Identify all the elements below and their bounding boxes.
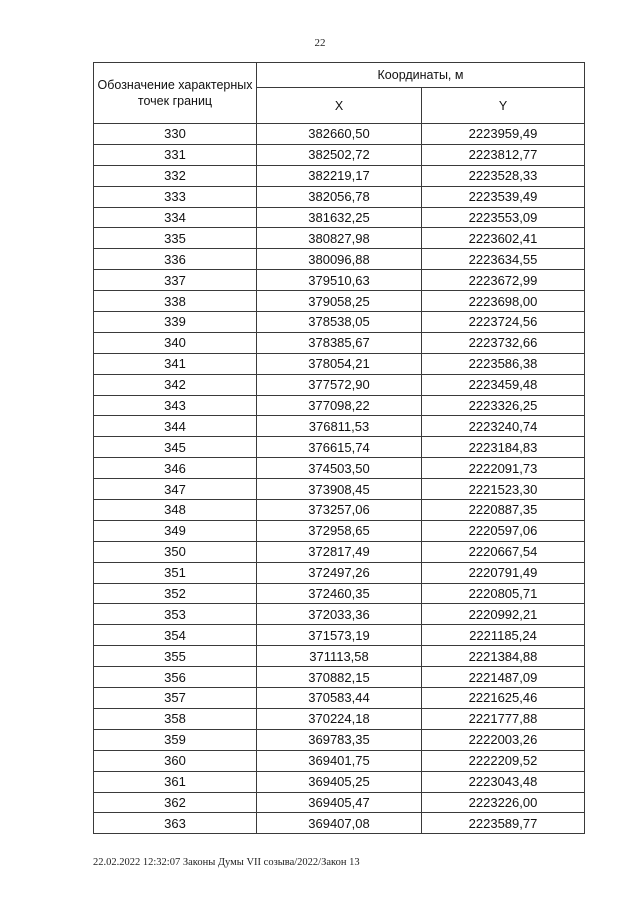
table-row <box>94 416 585 437</box>
x-coordinate-cell: 369405,47 <box>257 792 422 813</box>
y-coordinate-cell: 2222209,52 <box>422 750 585 771</box>
table-row <box>94 729 585 750</box>
x-coordinate-cell: 379510,63 <box>257 270 422 291</box>
y-coordinate-cell: 2223539,49 <box>422 186 585 207</box>
table-row <box>94 291 585 312</box>
x-coordinate-cell: 372958,65 <box>257 520 422 541</box>
y-coordinate-cell: 2222091,73 <box>422 458 585 479</box>
point-number-cell: 363 <box>94 813 257 834</box>
point-number-cell: 356 <box>94 667 257 688</box>
point-number-cell: 343 <box>94 395 257 416</box>
y-coordinate-cell: 2223586,38 <box>422 353 585 374</box>
point-number-cell: 333 <box>94 186 257 207</box>
y-coordinate-cell: 2223672,99 <box>422 270 585 291</box>
point-number-cell: 359 <box>94 729 257 750</box>
y-coordinate-cell: 2221625,46 <box>422 688 585 709</box>
point-number-cell: 351 <box>94 562 257 583</box>
x-coordinate-cell: 369401,75 <box>257 750 422 771</box>
x-coordinate-cell: 369405,25 <box>257 771 422 792</box>
y-coordinate-cell: 2221523,30 <box>422 479 585 500</box>
point-number-cell: 350 <box>94 541 257 562</box>
y-coordinate-cell: 2223602,41 <box>422 228 585 249</box>
x-coordinate-cell: 377098,22 <box>257 395 422 416</box>
y-coordinate-cell: 2220791,49 <box>422 562 585 583</box>
y-coordinate-cell: 2221384,88 <box>422 646 585 667</box>
x-coordinate-cell: 374503,50 <box>257 458 422 479</box>
x-coordinate-cell: 372817,49 <box>257 541 422 562</box>
x-coordinate-cell: 370583,44 <box>257 688 422 709</box>
y-coordinate-cell: 2223240,74 <box>422 416 585 437</box>
x-coordinate-cell: 380096,88 <box>257 249 422 270</box>
point-number-cell: 340 <box>94 332 257 353</box>
y-coordinate-cell: 2220887,35 <box>422 500 585 521</box>
x-coordinate-cell: 370224,18 <box>257 708 422 729</box>
x-coordinate-cell: 382056,78 <box>257 186 422 207</box>
y-coordinate-cell: 2223732,66 <box>422 332 585 353</box>
y-coordinate-cell: 2223459,48 <box>422 374 585 395</box>
y-coordinate-cell: 2223812,77 <box>422 144 585 165</box>
x-coordinate-cell: 369407,08 <box>257 813 422 834</box>
table-row <box>94 667 585 688</box>
table-row <box>94 249 585 270</box>
x-coordinate-cell: 376811,53 <box>257 416 422 437</box>
y-coordinate-cell: 2220597,06 <box>422 520 585 541</box>
table-row <box>94 207 585 228</box>
x-coordinate-cell: 372497,26 <box>257 562 422 583</box>
document-footer: 22.02.2022 12:32:07 Законы Думы VII созыва/2022/Закон 13 <box>93 857 360 868</box>
point-number-cell: 338 <box>94 291 257 312</box>
point-number-cell: 348 <box>94 500 257 521</box>
x-coordinate-cell: 376615,74 <box>257 437 422 458</box>
table-row <box>94 395 585 416</box>
point-number-cell: 354 <box>94 625 257 646</box>
y-coordinate-cell: 2222003,26 <box>422 729 585 750</box>
y-coordinate-cell: 2220805,71 <box>422 583 585 604</box>
x-coordinate-cell: 373257,06 <box>257 500 422 521</box>
point-number-cell: 330 <box>94 124 257 145</box>
table-row <box>94 771 585 792</box>
table-row <box>94 604 585 625</box>
point-number-cell: 357 <box>94 688 257 709</box>
table-row <box>94 646 585 667</box>
point-number-cell: 345 <box>94 437 257 458</box>
x-coordinate-cell: 381632,25 <box>257 207 422 228</box>
y-coordinate-cell: 2221487,09 <box>422 667 585 688</box>
y-coordinate-cell: 2223634,55 <box>422 249 585 270</box>
y-coordinate-cell: 2223184,83 <box>422 437 585 458</box>
table-row <box>94 437 585 458</box>
point-number-cell: 358 <box>94 708 257 729</box>
point-number-cell: 353 <box>94 604 257 625</box>
x-coordinate-cell: 382502,72 <box>257 144 422 165</box>
y-coordinate-cell: 2223528,33 <box>422 165 585 186</box>
point-number-cell: 334 <box>94 207 257 228</box>
x-coordinate-cell: 370882,15 <box>257 667 422 688</box>
point-number-cell: 331 <box>94 144 257 165</box>
x-coordinate-cell: 382219,17 <box>257 165 422 186</box>
table-row <box>94 165 585 186</box>
header-coordinates: Координаты, м <box>257 63 585 88</box>
y-coordinate-cell: 2223226,00 <box>422 792 585 813</box>
point-number-cell: 360 <box>94 750 257 771</box>
x-coordinate-cell: 369783,35 <box>257 729 422 750</box>
x-coordinate-cell: 378538,05 <box>257 312 422 333</box>
table-row <box>94 708 585 729</box>
point-number-cell: 362 <box>94 792 257 813</box>
table-row <box>94 813 585 834</box>
x-coordinate-cell: 380827,98 <box>257 228 422 249</box>
table-row <box>94 500 585 521</box>
x-coordinate-cell: 377572,90 <box>257 374 422 395</box>
y-coordinate-cell: 2223959,49 <box>422 124 585 145</box>
point-number-cell: 346 <box>94 458 257 479</box>
table-row <box>94 520 585 541</box>
page-number: 22 <box>314 37 326 49</box>
table-row <box>94 353 585 374</box>
y-coordinate-cell: 2220992,21 <box>422 604 585 625</box>
y-coordinate-cell: 2220667,54 <box>422 541 585 562</box>
coordinates-table <box>93 62 585 834</box>
table-row <box>94 332 585 353</box>
table-row <box>94 479 585 500</box>
table-row <box>94 186 585 207</box>
y-coordinate-cell: 2221777,88 <box>422 708 585 729</box>
y-coordinate-cell: 2223043,48 <box>422 771 585 792</box>
point-number-cell: 335 <box>94 228 257 249</box>
table-row <box>94 541 585 562</box>
table-row <box>94 374 585 395</box>
point-number-cell: 336 <box>94 249 257 270</box>
table-row <box>94 144 585 165</box>
y-coordinate-cell: 2223698,00 <box>422 291 585 312</box>
point-number-cell: 332 <box>94 165 257 186</box>
table-row <box>94 625 585 646</box>
point-number-cell: 341 <box>94 353 257 374</box>
point-number-cell: 355 <box>94 646 257 667</box>
x-coordinate-cell: 382660,50 <box>257 124 422 145</box>
point-number-cell: 344 <box>94 416 257 437</box>
header-x: X <box>257 88 422 124</box>
x-coordinate-cell: 373908,45 <box>257 479 422 500</box>
table-row <box>94 688 585 709</box>
point-number-cell: 347 <box>94 479 257 500</box>
point-number-cell: 361 <box>94 771 257 792</box>
x-coordinate-cell: 371113,58 <box>257 646 422 667</box>
point-number-cell: 342 <box>94 374 257 395</box>
table-row <box>94 583 585 604</box>
table-row <box>94 458 585 479</box>
x-coordinate-cell: 371573,19 <box>257 625 422 646</box>
y-coordinate-cell: 2223553,09 <box>422 207 585 228</box>
table-row <box>94 312 585 333</box>
header-point-label: Обозначение характерных точек границ <box>94 63 257 124</box>
x-coordinate-cell: 372033,36 <box>257 604 422 625</box>
x-coordinate-cell: 378054,21 <box>257 353 422 374</box>
y-coordinate-cell: 2223724,56 <box>422 312 585 333</box>
table-row <box>94 750 585 771</box>
point-number-cell: 352 <box>94 583 257 604</box>
header-y: Y <box>422 88 585 124</box>
table-row <box>94 228 585 249</box>
y-coordinate-cell: 2223326,25 <box>422 395 585 416</box>
point-number-cell: 337 <box>94 270 257 291</box>
y-coordinate-cell: 2223589,77 <box>422 813 585 834</box>
x-coordinate-cell: 372460,35 <box>257 583 422 604</box>
table-row <box>94 792 585 813</box>
table-row <box>94 270 585 291</box>
point-number-cell: 349 <box>94 520 257 541</box>
y-coordinate-cell: 2221185,24 <box>422 625 585 646</box>
point-number-cell: 339 <box>94 312 257 333</box>
table-header <box>94 63 585 124</box>
table-row <box>94 562 585 583</box>
table-body <box>94 124 585 834</box>
x-coordinate-cell: 378385,67 <box>257 332 422 353</box>
x-coordinate-cell: 379058,25 <box>257 291 422 312</box>
table-row <box>94 124 585 145</box>
